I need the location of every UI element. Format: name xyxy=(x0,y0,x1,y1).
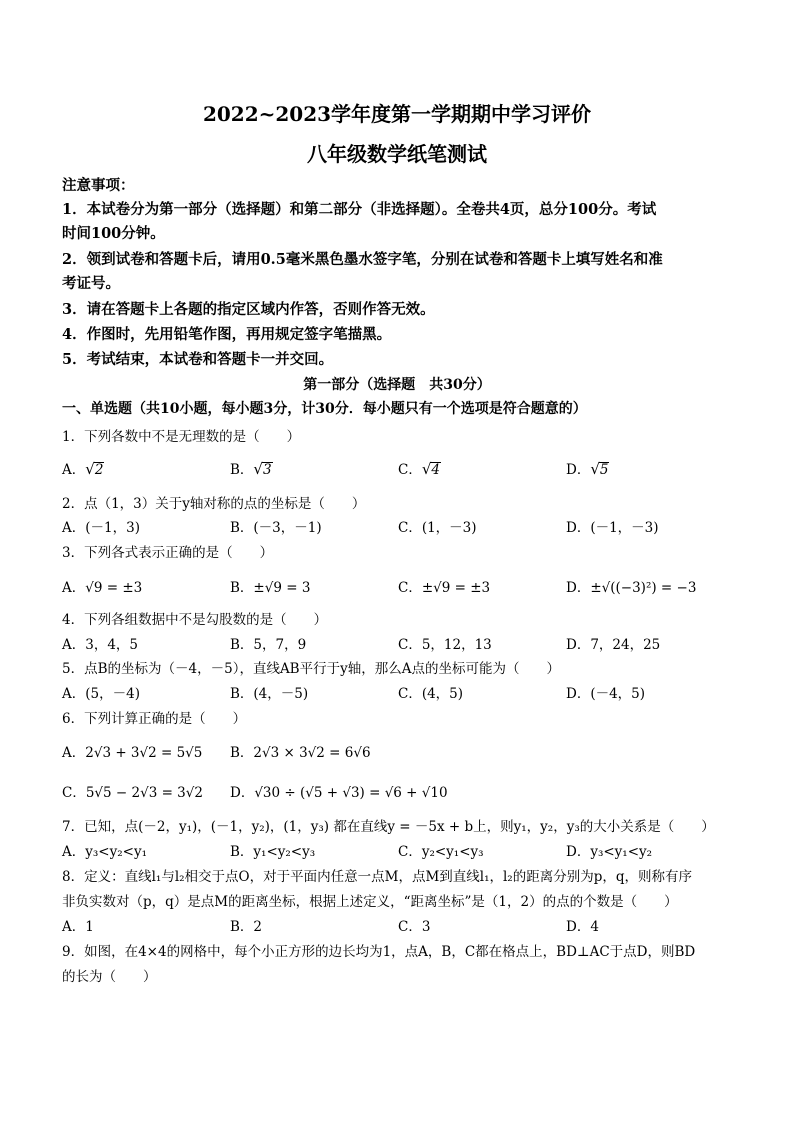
q5-option-b[interactable]: B．(4，－5) xyxy=(230,686,309,702)
note-line: 3．请在答题卡上各题的指定区域内作答，否则作答无效。 xyxy=(62,301,435,318)
q6-option-b[interactable]: B．2√3 × 3√2 = 6√6 xyxy=(230,745,371,761)
q5-option-a[interactable]: A．(5，－4) xyxy=(62,686,140,702)
q5-option-d[interactable]: D．(－4，5) xyxy=(566,686,646,702)
question-3-stem: 3．下列各式表示正确的是（ ） xyxy=(62,545,274,561)
q8-option-d[interactable]: D．4 xyxy=(566,919,599,935)
q4-option-a[interactable]: A．3，4，5 xyxy=(62,637,139,653)
q8-option-b[interactable]: B．2 xyxy=(230,919,263,935)
notes-heading: 注意事项： xyxy=(62,177,135,194)
question-9-stem: 的长为（ ） xyxy=(62,969,157,985)
q7-option-a[interactable]: A．y₃<y₂<y₁ xyxy=(62,844,147,860)
q2-option-b[interactable]: B．(－3，－1) xyxy=(230,520,322,536)
question-6-stem: 6．下列计算正确的是（ ） xyxy=(62,711,247,727)
question-7-stem: 7．已知，点(－2，y₁)，(－1，y₂)，(1，y₃) 都在直线y = －5x + b上，则y₁，y₂，y₃的大小关系是（ ） xyxy=(62,819,715,835)
section-heading: 一、单选题（共10小题，每小题3分，计30分．每小题只有一个选项是符合题意的） xyxy=(62,401,587,417)
q4-option-c[interactable]: C．5，12，13 xyxy=(398,637,492,653)
question-9-stem: 9．如图，在4×4的网格中，每个小正方形的边长均为1，点A，B，C都在格点上，BD⊥AC于点D，则BD xyxy=(62,944,696,960)
exam-subtitle: 八年级数学纸笔测试 xyxy=(307,142,487,166)
q3-option-d[interactable]: D．±√((−3)²) = −3 xyxy=(566,580,697,596)
question-1-stem: 1．下列各数中不是无理数的是（ ） xyxy=(62,429,301,445)
note-line: 1．本试卷分为第一部分（选择题）和第二部分（非选择题）。全卷共4页，总分100分。考试 xyxy=(62,201,657,218)
q2-option-a[interactable]: A．(－1，3) xyxy=(62,520,140,536)
q7-option-c[interactable]: C．y₂<y₁<y₃ xyxy=(398,844,484,860)
q1-option-c[interactable]: C．√4 xyxy=(398,460,440,478)
note-line: 考证号。 xyxy=(62,275,120,292)
question-2-stem: 2．点（1，3）关于y轴对称的点的坐标是（ ） xyxy=(62,496,366,512)
q4-option-b[interactable]: B．5，7，9 xyxy=(230,637,307,653)
part1-heading: 第一部分（选择题 共30分） xyxy=(303,377,491,393)
q3-option-c[interactable]: C．±√9 = ±3 xyxy=(398,580,491,596)
q1-option-b[interactable]: B．√3 xyxy=(230,460,272,478)
q6-option-d[interactable]: D．√30 ÷ (√5 + √3) = √6 + √10 xyxy=(230,785,448,801)
q7-option-b[interactable]: B．y₁<y₂<y₃ xyxy=(230,844,316,860)
note-line: 5．考试结束，本试卷和答题卡一并交回。 xyxy=(62,351,334,368)
q4-option-d[interactable]: D．7，24，25 xyxy=(566,637,661,653)
q2-option-c[interactable]: C．(1，－3) xyxy=(398,520,477,536)
note-line: 2．领到试卷和答题卡后，请用0.5毫米黑色墨水签字笔，分别在试卷和答题卡上填写姓名和准 xyxy=(62,251,663,268)
question-8-stem: 非负实数对（p，q）是点M的距离坐标，根据上述定义，“距离坐标”是（1，2）的点的个数是（ ） xyxy=(62,894,678,910)
q3-option-a[interactable]: A．√9 = ±3 xyxy=(62,580,143,596)
q2-option-d[interactable]: D．(－1，－3) xyxy=(566,520,659,536)
note-line: 时间100分钟。 xyxy=(62,225,165,242)
q6-option-a[interactable]: A．2√3 + 3√2 = 5√5 xyxy=(62,745,203,761)
q6-option-c[interactable]: C．5√5 − 2√3 = 3√2 xyxy=(62,785,203,801)
question-4-stem: 4．下列各组数据中不是勾股数的是（ ） xyxy=(62,612,328,628)
note-line: 4．作图时，先用铅笔作图，再用规定签字笔描黑。 xyxy=(62,326,392,343)
q1-option-d[interactable]: D．√5 xyxy=(566,460,609,478)
q8-option-a[interactable]: A．1 xyxy=(62,919,94,935)
question-8-stem: 8．定义：直线l₁与l₂相交于点O，对于平面内任意一点M，点M到直线l₁，l₂的距离分别为p，q，则称有序 xyxy=(62,869,693,885)
exam-title: 2022~2023学年度第一学期期中学习评价 xyxy=(202,102,592,126)
question-5-stem: 5．点B的坐标为（－4，－5），直线AB平行于y轴，那么A点的坐标可能为（ ） xyxy=(62,661,560,677)
q5-option-c[interactable]: C．(4，5) xyxy=(398,686,464,702)
q1-option-a[interactable]: A．√2 xyxy=(62,460,104,478)
q3-option-b[interactable]: B．±√9 = 3 xyxy=(230,580,311,596)
q8-option-c[interactable]: C．3 xyxy=(398,919,431,935)
q7-option-d[interactable]: D．y₃<y₁<y₂ xyxy=(566,844,653,860)
